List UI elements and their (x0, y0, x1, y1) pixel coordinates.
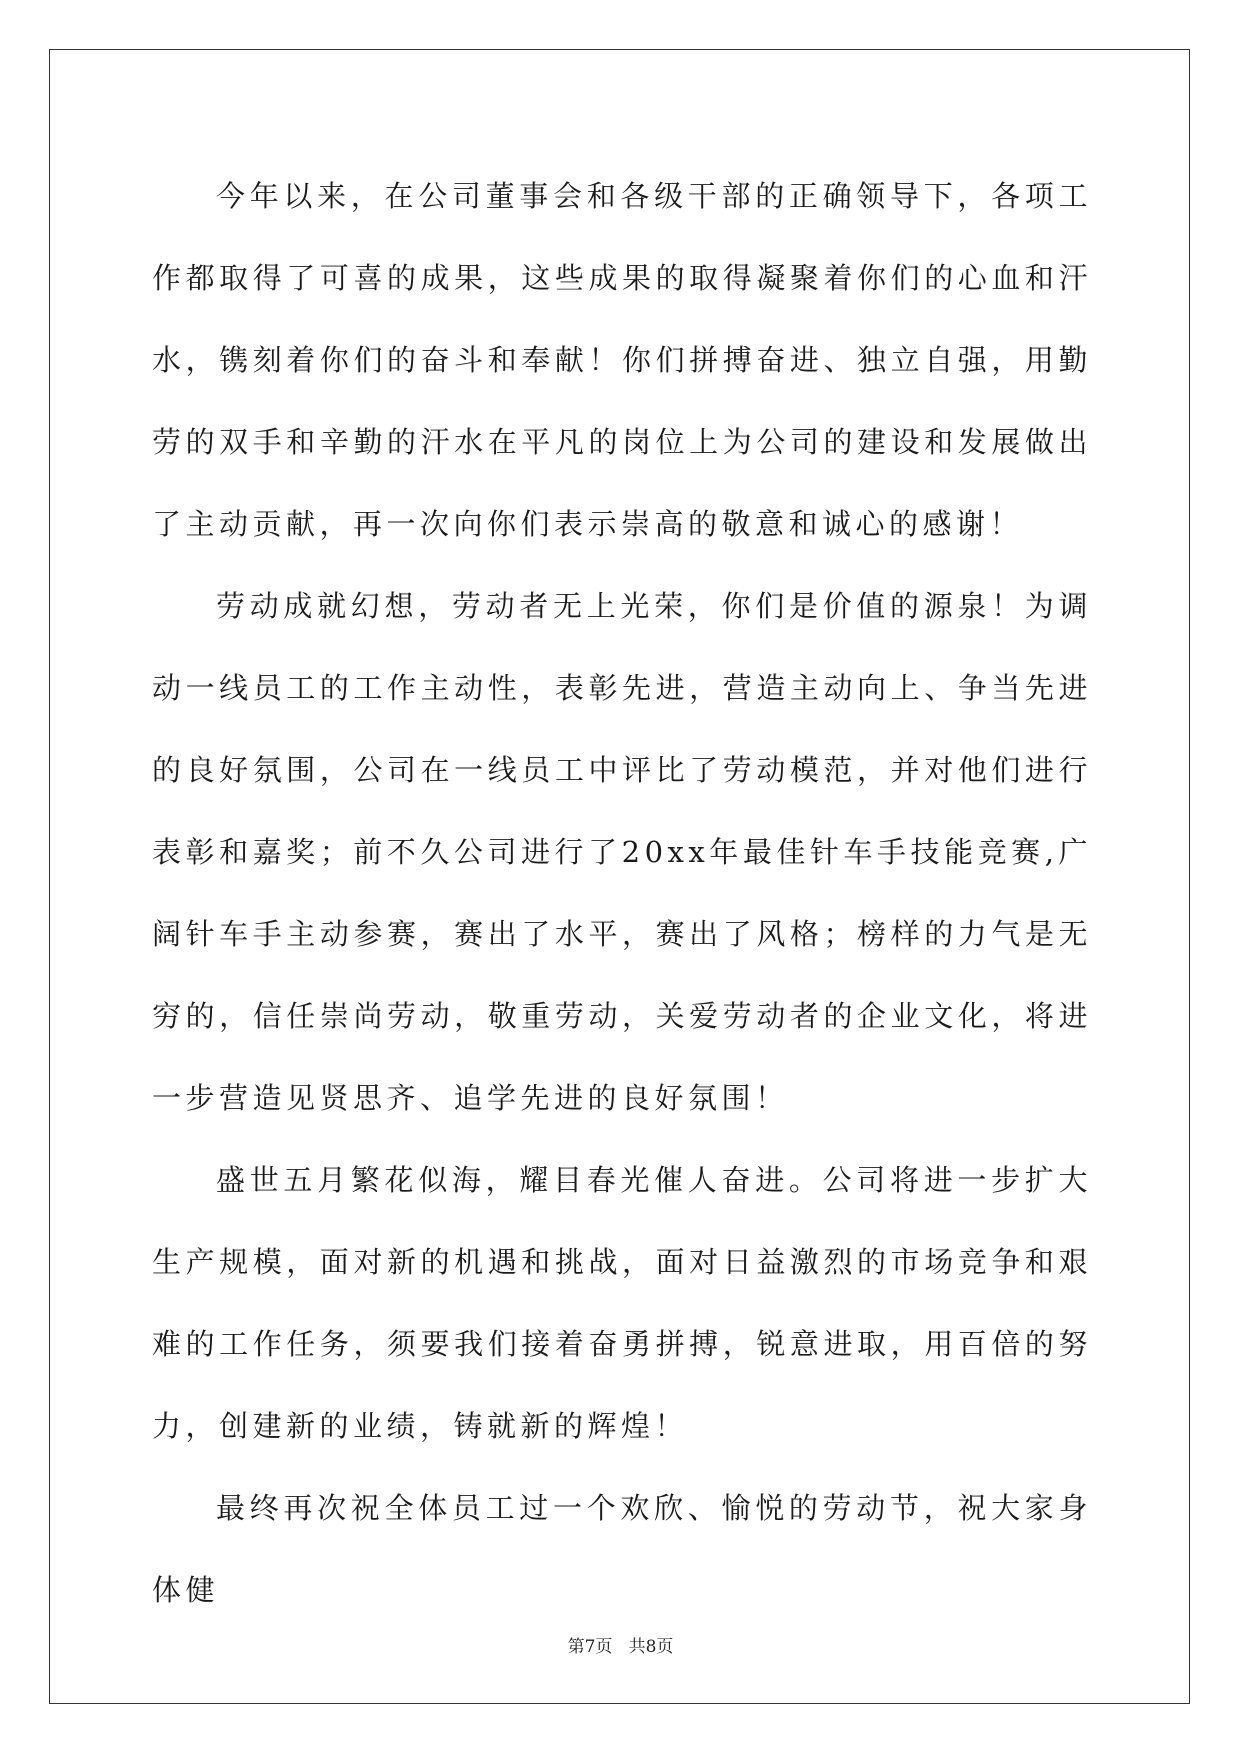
paragraph-1: 今年以来，在公司董事会和各级干部的正确领导下，各项工作都取得了可喜的成果，这些成果的取得凝聚着你们的心血和汗水，镌刻着你们的奋斗和奉献！你们拼搏奋进、独立自强，用勤劳的双手和辛勤的汗水在平凡的岗位上为公司的建设和发展做出了主动贡献，再一次向你们表示崇高的敬意和诚心的感谢！ (152, 179, 1092, 541)
paragraph-4: 最终再次祝全体员工过一个欢欣、愉悦的劳动节，祝大家身体健 (152, 1491, 1092, 1607)
document-body (152, 155, 1092, 1631)
page-number-footer: 第7页 共8页 (567, 1637, 674, 1657)
paragraph-2: 劳动成就幻想，劳动者无上光荣，你们是价值的源泉！为调动一线员工的工作主动性，表彰先进，营造主动向上、争当先进的良好氛围，公司在一线员工中评比了劳动模范，并对他们进行表彰和嘉奖；前不久公司进行了20xx年最佳针车手技能竞赛,广阔针车手主动参赛，赛出了水平，赛出了风格；榜样的力气是无穷的，信任崇尚劳动，敬重劳动，关爱劳动者的企业文化，将进一步营造见贤思齐、追学先进的良好氛围！ (152, 589, 1092, 1115)
paragraph-3: 盛世五月繁花似海，耀目春光催人奋进。公司将进一步扩大生产规模，面对新的机遇和挑战，面对日益激烈的市场竞争和艰难的工作任务，须要我们接着奋勇拼搏，锐意进取，用百倍的努力，创建新的业绩，铸就新的辉煌！ (152, 1163, 1092, 1443)
